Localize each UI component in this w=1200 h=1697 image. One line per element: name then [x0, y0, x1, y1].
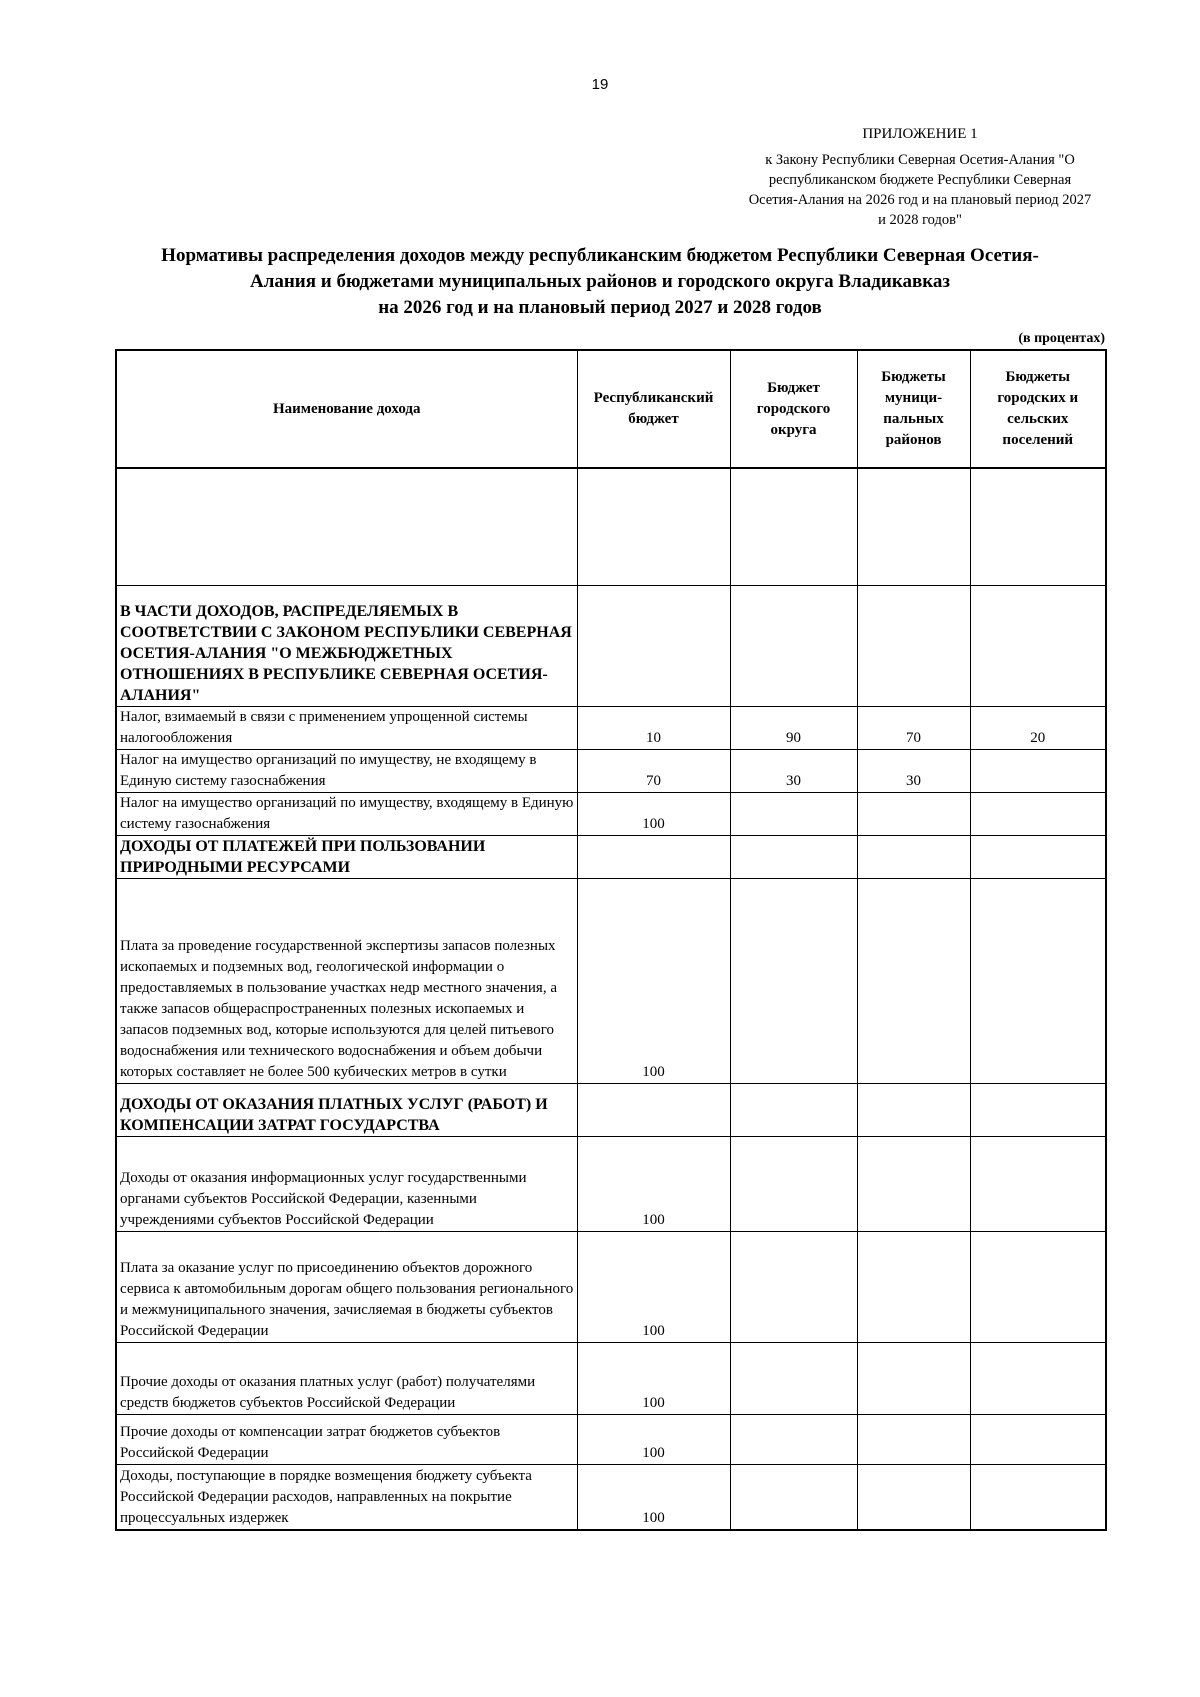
table-row: [116, 468, 1106, 585]
republic-value-cell: [577, 468, 730, 585]
unit-note: (в процентах): [1018, 331, 1105, 346]
city-value-cell: [730, 1342, 857, 1414]
settlement-value-cell: [970, 1083, 1106, 1136]
table-row: [116, 1342, 1106, 1414]
table-row: [116, 1231, 1106, 1342]
republic-value-cell: 100: [577, 1231, 730, 1342]
appendix-line: республиканском бюджете Республики Северная: [768, 172, 1072, 188]
header-municipal-budgets: Бюджеты муници-пальных районов: [857, 350, 970, 468]
republic-value-cell: 100: [577, 1414, 730, 1464]
document-title: [100, 243, 1100, 321]
settlement-value-cell: [970, 1136, 1106, 1231]
table-row: [116, 878, 1106, 1083]
settlement-value-cell: [970, 835, 1106, 878]
settlement-value-cell: [970, 792, 1106, 835]
revenue-name-cell: Налог на имущество организаций по имуществу, входящему в Единую систему газоснабжения: [116, 792, 577, 835]
revenue-name-cell: Налог на имущество организаций по имуществу, не входящему в Единую систему газоснабжения: [116, 749, 577, 792]
table-header-row: [116, 350, 1106, 468]
section-heading-cell: ДОХОДЫ ОТ ОКАЗАНИЯ ПЛАТНЫХ УСЛУГ (РАБОТ) И КОМПЕНСАЦИИ ЗАТРАТ ГОСУДАРСТВА: [116, 1083, 577, 1136]
republic-value-cell: 10: [577, 706, 730, 749]
appendix-line: Осетия-Алания на 2026 год и на плановый период 2027: [748, 192, 1092, 208]
city-value-cell: [730, 835, 857, 878]
revenue-name-cell: Плата за оказание услуг по присоединению объектов дорожного сервиса к автомобильным дорогам общего пользования регионального и межмуниципального значения, зачисляемая в бюджеты субъектов Российской Федерации: [116, 1231, 577, 1342]
title-line: на 2026 год и на плановый период 2027 и 2028 годов: [378, 297, 822, 318]
republic-value-cell: 100: [577, 1342, 730, 1414]
settlement-value-cell: [970, 1231, 1106, 1342]
republic-value-cell: 100: [577, 878, 730, 1083]
municipal-value-cell: [857, 835, 970, 878]
city-value-cell: [730, 1231, 857, 1342]
table-row: [116, 792, 1106, 835]
settlement-value-cell: [970, 878, 1106, 1083]
city-value-cell: 90: [730, 706, 857, 749]
page-number: 19: [591, 76, 609, 93]
municipal-value-cell: 70: [857, 706, 970, 749]
settlement-value-cell: [970, 468, 1106, 585]
title-line: Нормативы распределения доходов между республиканским бюджетом Республики Северная Осетия-: [161, 245, 1039, 266]
revenue-name-cell: Прочие доходы от компенсации затрат бюджетов субъектов Российской Федерации: [116, 1414, 577, 1464]
city-value-cell: [730, 1464, 857, 1530]
table-row: [116, 1136, 1106, 1231]
republic-value-cell: [577, 585, 730, 706]
city-value-cell: 30: [730, 749, 857, 792]
revenue-name-cell: Доходы, поступающие в порядке возмещения бюджету субъекта Российской Федерации расходов, направленных на покрытие процессуальных издержек: [116, 1464, 577, 1530]
header-revenue-name: Наименование дохода: [116, 350, 577, 468]
municipal-value-cell: [857, 1083, 970, 1136]
municipal-value-cell: [857, 792, 970, 835]
table-row: [116, 1464, 1106, 1530]
header-city-budget: Бюджет городского округа: [730, 350, 857, 468]
municipal-value-cell: [857, 1136, 970, 1231]
settlement-value-cell: 20: [970, 706, 1106, 749]
table-row: [116, 585, 1106, 706]
municipal-value-cell: [857, 878, 970, 1083]
table-row: [116, 1083, 1106, 1136]
revenue-name-cell: Доходы от оказания информационных услуг государственными органами субъектов Российской Федерации, казенными учреждениями субъектов Российской Федерации: [116, 1136, 577, 1231]
settlement-value-cell: [970, 1414, 1106, 1464]
revenue-norms-table: [115, 349, 1107, 1531]
appendix-block: [740, 124, 1100, 230]
revenue-name-cell: Прочие доходы от оказания платных услуг (работ) получателями средств бюджетов субъектов Российской Федерации: [116, 1342, 577, 1414]
republic-value-cell: 70: [577, 749, 730, 792]
settlement-value-cell: [970, 1342, 1106, 1414]
table-row: [116, 835, 1106, 878]
municipal-value-cell: [857, 585, 970, 706]
appendix-heading: ПРИЛОЖЕНИЕ 1: [862, 126, 978, 142]
city-value-cell: [730, 1083, 857, 1136]
municipal-value-cell: 30: [857, 749, 970, 792]
municipal-value-cell: [857, 1342, 970, 1414]
revenue-name-cell: Плата за проведение государственной экспертизы запасов полезных ископаемых и подземных вод, геологической информации о предоставляемых в пользование участках недр местного значения, а также запасов общераспространенных полезных ископаемых и запасов подземных вод, которые используются для целей питьевого водоснабжения или технического водоснабжения и объем добычи которых составляет не более 500 кубических метров в сутки: [116, 878, 577, 1083]
municipal-value-cell: [857, 468, 970, 585]
republic-value-cell: 100: [577, 1136, 730, 1231]
header-republic-budget: Республиканский бюджет: [577, 350, 730, 468]
revenue-name-cell: [116, 468, 577, 585]
appendix-line: и 2028 годов": [878, 212, 962, 228]
table-row: [116, 749, 1106, 792]
republic-value-cell: 100: [577, 792, 730, 835]
city-value-cell: [730, 792, 857, 835]
appendix-line: к Закону Республики Северная Осетия-Алания "О: [765, 152, 1075, 168]
settlement-value-cell: [970, 1464, 1106, 1530]
settlement-value-cell: [970, 749, 1106, 792]
city-value-cell: [730, 468, 857, 585]
republic-value-cell: 100: [577, 1464, 730, 1530]
section-heading-cell: ДОХОДЫ ОТ ПЛАТЕЖЕЙ ПРИ ПОЛЬЗОВАНИИ ПРИРОДНЫМИ РЕСУРСАМИ: [116, 835, 577, 878]
title-line: Алания и бюджетами муниципальных районов и городского округа Владикавказ: [249, 271, 951, 292]
municipal-value-cell: [857, 1414, 970, 1464]
republic-value-cell: [577, 835, 730, 878]
republic-value-cell: [577, 1083, 730, 1136]
city-value-cell: [730, 878, 857, 1083]
table-row: [116, 706, 1106, 749]
revenue-name-cell: Налог, взимаемый в связи с применением упрощенной системы налогообложения: [116, 706, 577, 749]
city-value-cell: [730, 1136, 857, 1231]
city-value-cell: [730, 1414, 857, 1464]
header-settlement-budgets: Бюджеты городских и сельских поселений: [970, 350, 1106, 468]
city-value-cell: [730, 585, 857, 706]
municipal-value-cell: [857, 1464, 970, 1530]
section-heading-cell: В ЧАСТИ ДОХОДОВ, РАСПРЕДЕЛЯЕМЫХ В СООТВЕТСТВИИ С ЗАКОНОМ РЕСПУБЛИКИ СЕВЕРНАЯ ОСЕТИЯ-АЛАНИЯ "О МЕЖБЮДЖЕТНЫХ ОТНОШЕНИЯХ В РЕСПУБЛИКЕ СЕВЕРНАЯ ОСЕТИЯ-АЛАНИЯ": [116, 585, 577, 706]
table-row: [116, 1414, 1106, 1464]
settlement-value-cell: [970, 585, 1106, 706]
municipal-value-cell: [857, 1231, 970, 1342]
